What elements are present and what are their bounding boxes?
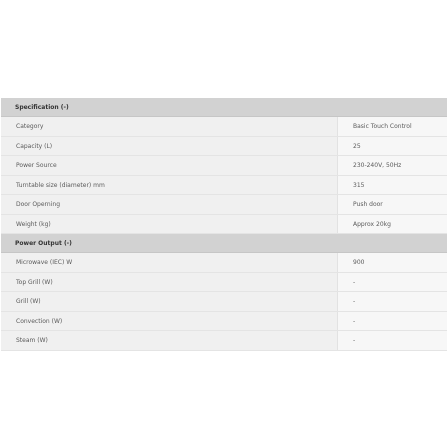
table-row: [1, 137, 447, 157]
row-value: 900: [338, 253, 447, 272]
row-label: Weight (kg): [1, 215, 338, 234]
row-label: Microwave (IEC) W: [1, 253, 338, 272]
row-value: -: [338, 273, 447, 292]
row-value: Push door: [338, 195, 447, 214]
row-label: Grill (W): [1, 292, 338, 311]
row-label: Capacity (L): [1, 137, 338, 156]
table-row: [1, 253, 447, 273]
row-label: Door Operning: [1, 195, 338, 214]
row-value: Approx 20kg: [338, 215, 447, 234]
table-row: [1, 176, 447, 196]
row-value: 25: [338, 137, 447, 156]
table-row: [1, 273, 447, 293]
row-label: Power Source: [1, 156, 338, 175]
row-value: -: [338, 312, 447, 331]
section-header-specification[interactable]: Specification (-): [1, 98, 447, 117]
row-value: -: [338, 331, 447, 350]
table-row: [1, 292, 447, 312]
spec-table: [1, 98, 447, 351]
table-row: [1, 156, 447, 176]
row-label: Category: [1, 117, 338, 136]
row-label: Convection (W): [1, 312, 338, 331]
table-row: [1, 331, 447, 351]
row-label: Steam (W): [1, 331, 338, 350]
row-label: Turntable size (diameter) mm: [1, 176, 338, 195]
row-value: 230-240V, 50Hz: [338, 156, 447, 175]
table-row: [1, 215, 447, 235]
row-value: 315: [338, 176, 447, 195]
row-label: Top Grill (W): [1, 273, 338, 292]
row-value: -: [338, 292, 447, 311]
row-value: Basic Touch Control: [338, 117, 447, 136]
section-header-power-output[interactable]: Power Output (-): [1, 234, 447, 253]
table-row: [1, 312, 447, 332]
table-row: [1, 195, 447, 215]
table-row: [1, 117, 447, 137]
